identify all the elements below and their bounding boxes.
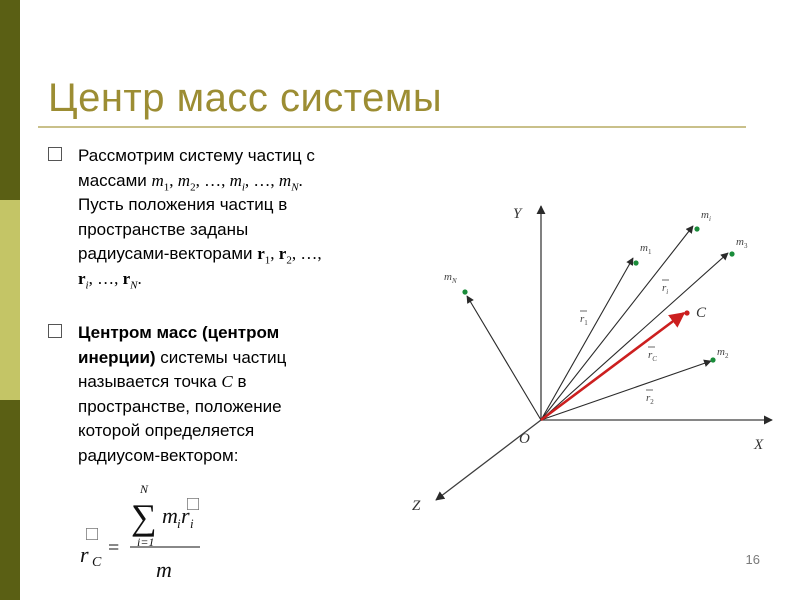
svg-text:ri: $r_i$	[662, 282, 669, 296]
z-axis-label: Z	[412, 498, 421, 514]
mass-label-m1: $m_1$	[640, 242, 652, 256]
bullet1-line6: $r_i$, …, $r_N$.	[78, 268, 142, 291]
svg-text:r2: $r_2$	[646, 392, 654, 406]
particle-m1	[633, 260, 638, 265]
vector-r-mass3	[541, 253, 728, 420]
bullet2-line4: пространстве, положение	[78, 396, 282, 416]
mass-label-m3: $m_3$	[736, 236, 748, 250]
origin-label: O	[519, 431, 530, 447]
point-C-label: C	[696, 305, 707, 321]
bullet2-line2: инерции) системы частиц	[78, 347, 287, 367]
mass-label-mi: $m_i$	[701, 209, 711, 223]
svg-text:rC: $r_C$	[648, 349, 657, 363]
point-C	[684, 310, 689, 315]
bullet2-line3: называется точка C в	[78, 372, 247, 391]
bullet1-line3: Пусть положения частиц в	[78, 195, 288, 214]
formula-m: m	[162, 503, 178, 528]
bullet1-line4: пространстве заданы	[78, 219, 249, 239]
slide-title: Центр масс системы	[48, 76, 443, 120]
formula-upper: N	[140, 482, 149, 496]
formula-r: r	[80, 542, 89, 567]
vector-rN	[467, 296, 541, 420]
bullet2-line6: радиусом-вектором:	[78, 445, 239, 465]
formula-sigma: ∑	[131, 497, 157, 537]
bullet2-line5: которой определяется	[78, 421, 255, 440]
svg-text:r1: $r_1$	[580, 313, 588, 327]
x-axis-label: X	[754, 437, 764, 453]
formula-box-left: □	[86, 523, 99, 545]
vector-r1	[541, 258, 633, 420]
y-axis-label: Y	[513, 206, 522, 222]
vector-label-rC	[648, 347, 657, 363]
formula-sub-i: i	[177, 516, 181, 531]
vector-label-ri	[662, 280, 669, 296]
bullet1-line2: массами $m_1$, $m_2$, …, $m_i$, …, $m_N$.	[78, 170, 303, 193]
mass-label-m2: $m_2$	[717, 346, 729, 360]
formula-ri: r	[181, 503, 190, 528]
formula-sub-C: C	[92, 555, 102, 570]
particle-m2	[710, 357, 715, 362]
particle-m3	[729, 251, 734, 256]
formula-box-right: □	[187, 493, 200, 515]
vector-r2	[541, 361, 711, 420]
bullet2-term: Центром масс (центром	[78, 323, 280, 342]
bullet1-line5: радиусами-векторами $r_1$, $r_2$, …,	[78, 244, 322, 267]
mass-label-mN: $m_N$	[444, 271, 457, 285]
formula-lower: i=1	[137, 535, 155, 549]
vector-label-r2	[646, 390, 654, 406]
formula-equals: =	[108, 537, 120, 559]
particle-mN	[462, 289, 467, 294]
vector-label-r1	[580, 311, 588, 327]
center-of-mass-formula	[80, 482, 200, 582]
particle-mi	[694, 226, 699, 231]
page-number: 16	[745, 552, 760, 567]
formula-denominator: m	[156, 557, 172, 582]
bullet1-line1: Рассмотрим систему частиц с	[78, 146, 315, 165]
formula-sub-i2: i	[190, 516, 194, 531]
